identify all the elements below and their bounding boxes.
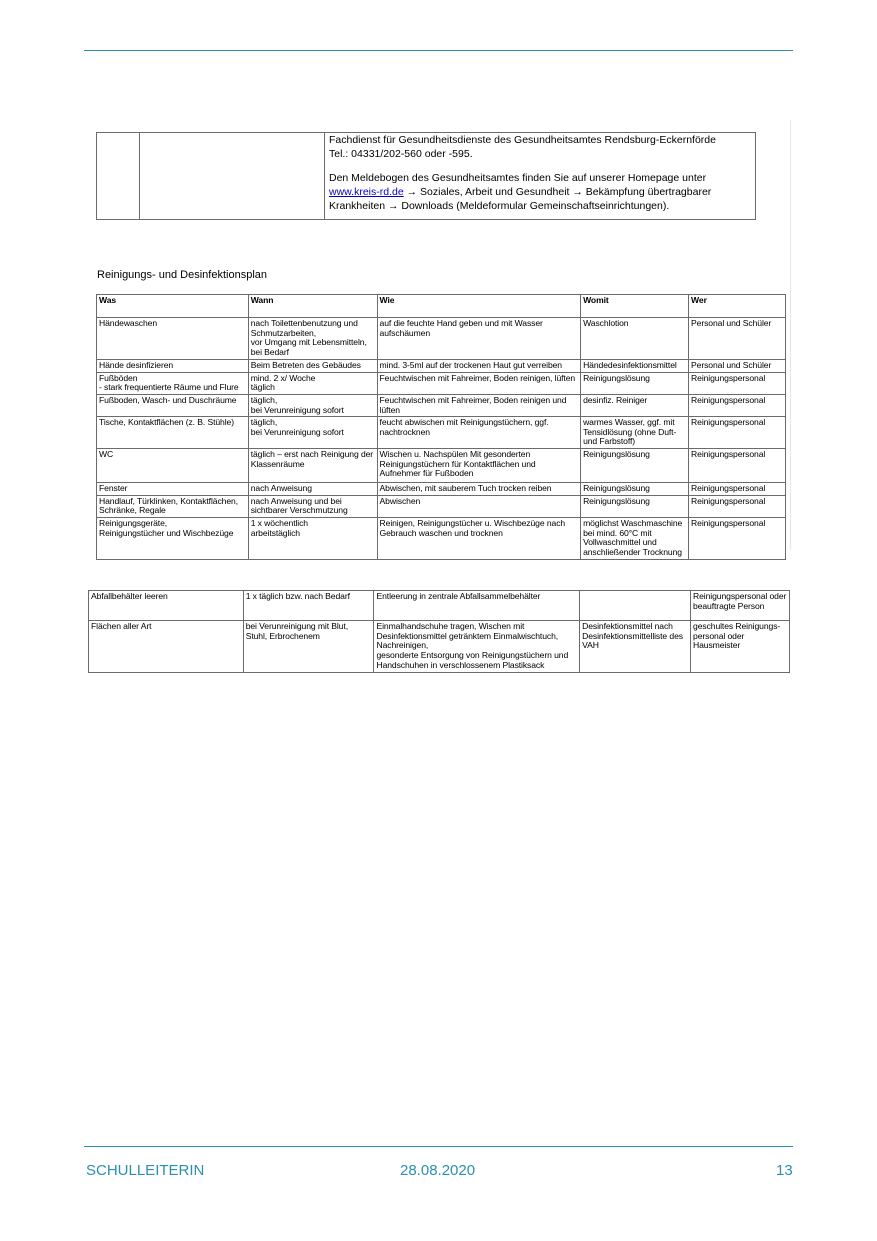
table-cell: Reinigungspersonal <box>689 449 786 483</box>
table-cell: Händewaschen <box>97 318 249 360</box>
plan-title: Reinigungs- und Desinfektionsplan <box>97 269 267 281</box>
table-cell: Waschlotion <box>581 318 689 360</box>
contact-box-paragraph <box>329 172 751 213</box>
table-cell: auf die feuchte Hand geben und mit Wasser aufschäumen <box>377 318 581 360</box>
table-row <box>97 394 786 416</box>
table-cell: möglichst Waschmaschine bei mind. 60°C mit Vollwaschmittel und anschließender Trocknung <box>581 517 689 559</box>
footer-page-number: 13 <box>776 1162 793 1179</box>
table-cell: Händedesinfektionsmittel <box>581 360 689 373</box>
table-row <box>97 483 786 496</box>
table-cell: WC <box>97 449 249 483</box>
kreis-rd-link[interactable]: www.kreis-rd.de <box>329 185 404 198</box>
table-cell: nach Anweisung und bei sichtbarer Verschmutzung <box>248 495 377 517</box>
table-cell: Wischen u. Nachspülen Mit gesonderten Reinigungstüchern für Kontaktflächen und Aufnehmer für Fußboden <box>377 449 581 483</box>
contact-box-line2: Tel.: 04331/202-560 oder -595. <box>329 147 473 160</box>
table-cell: Reinigungspersonal oder beauftragte Person <box>691 591 790 621</box>
table-cell: geschultes Reinigungs-personal oder Hausmeister <box>691 621 790 673</box>
table-cell: Reinigungslösung <box>581 449 689 483</box>
header-was: Was <box>97 295 249 318</box>
table-row <box>97 495 786 517</box>
table-row <box>97 372 786 394</box>
contact-box-table <box>96 132 756 220</box>
header-wie: Wie <box>377 295 581 318</box>
table-cell: Fenster <box>97 483 249 496</box>
table-cell: Feuchtwischen mit Fahreimer, Boden reinigen, lüften <box>377 372 581 394</box>
contact-box-para-rest: → Soziales, Arbeit und Gesundheit → Bekämpfung übertragbarer Krankheiten → Downloads (Meldeformular Gemeinschaftseinrichtungen). <box>329 185 712 212</box>
table-cell: Handlauf, Türklinken, Kontaktflächen, Schränke, Regale <box>97 495 249 517</box>
table-cell: 1 x wöchentlich arbeitstäglich <box>248 517 377 559</box>
table-cell: Reinigungslösung <box>581 495 689 517</box>
contact-box-text-cell <box>325 133 756 220</box>
header-womit: Womit <box>581 295 689 318</box>
extra-body <box>89 591 790 673</box>
table-cell: bei Verunreinigung mit Blut, Stuhl, Erbrochenem <box>243 621 374 673</box>
table-cell <box>580 591 691 621</box>
cleaning-plan-table <box>96 294 786 560</box>
table-cell: nach Anweisung <box>248 483 377 496</box>
table-cell: feucht abwischen mit Reinigungstüchern, ggf. nachtrocknen <box>377 417 581 449</box>
table-cell: 1 x täglich bzw. nach Bedarf <box>243 591 374 621</box>
table-cell: täglich, bei Verunreinigung sofort <box>248 417 377 449</box>
table-cell: Fußboden, Wasch- und Duschräume <box>97 394 249 416</box>
table-row <box>97 517 786 559</box>
table-cell: nach Toilettenbenutzung und Schmutzarbeiten, vor Umgang mit Lebensmitteln, bei Bedarf <box>248 318 377 360</box>
header-wer: Wer <box>689 295 786 318</box>
footer-left: SCHULLEITERIN <box>86 1162 205 1179</box>
table-cell: täglich – erst nach Reinigung der Klassenräume <box>248 449 377 483</box>
table-row <box>97 360 786 373</box>
page-edge-line <box>790 120 791 550</box>
table-cell: warmes Wasser, ggf. mit Tensidlösung (ohne Duft- und Farbstoff) <box>581 417 689 449</box>
table-cell: täglich, bei Verunreinigung sofort <box>248 394 377 416</box>
table-cell: Feuchtwischen mit Fahreimer, Boden reinigen und lüften <box>377 394 581 416</box>
table-cell: desinfiz. Reiniger <box>581 394 689 416</box>
table-cell: Flächen aller Art <box>89 621 244 673</box>
table-cell: Reinigungspersonal <box>689 495 786 517</box>
table-cell: Reinigungslösung <box>581 483 689 496</box>
table-cell: Abfallbehälter leeren <box>89 591 244 621</box>
table-cell: Tische, Kontaktflächen (z. B. Stühle) <box>97 417 249 449</box>
table-row <box>97 417 786 449</box>
table-row <box>89 591 790 621</box>
table-cell: Personal und Schüler <box>689 360 786 373</box>
table-cell: Desinfektionsmittel nach Desinfektionsmittelliste des VAH <box>580 621 691 673</box>
table-cell: Beim Betreten des Gebäudes <box>248 360 377 373</box>
table-cell: mind. 3-5ml auf der trockenen Haut gut verreiben <box>377 360 581 373</box>
table-cell: Reinigungspersonal <box>689 517 786 559</box>
header-rule <box>84 50 793 51</box>
plan-body <box>97 318 786 560</box>
table-cell: Abwischen <box>377 495 581 517</box>
table-cell: Reinigungsgeräte, Reinigungstücher und Wischbezüge <box>97 517 249 559</box>
table-cell: Reinigungslösung <box>581 372 689 394</box>
table-cell: Einmalhandschuhe tragen, Wischen mit Desinfektionsmittel getränktem Einmalwischtuch, Nachreinigen, gesonderte Entsorgung von Reinigungstüchern und Handschuhen in verschlossenem Plastiksack <box>374 621 580 673</box>
header-wann: Wann <box>248 295 377 318</box>
table-cell: Fußböden - stark frequentierte Räume und Flure <box>97 372 249 394</box>
table-cell: Personal und Schüler <box>689 318 786 360</box>
table-row <box>89 621 790 673</box>
table-cell: Entleerung in zentrale Abfallsammelbehälter <box>374 591 580 621</box>
table-cell: Reinigungspersonal <box>689 372 786 394</box>
table-cell: Reinigungspersonal <box>689 483 786 496</box>
cleaning-plan-extra-table <box>88 590 790 673</box>
contact-box-empty-cell-2 <box>140 133 325 220</box>
table-cell: Reinigungspersonal <box>689 394 786 416</box>
table-row <box>97 449 786 483</box>
table-cell: Reinigungspersonal <box>689 417 786 449</box>
table-cell: Abwischen, mit sauberem Tuch trocken reiben <box>377 483 581 496</box>
table-row <box>97 318 786 360</box>
plan-header-row <box>97 295 786 318</box>
table-cell: Hände desinfizieren <box>97 360 249 373</box>
table-cell: Reinigen, Reinigungstücher u. Wischbezüge nach Gebrauch waschen und trocknen <box>377 517 581 559</box>
footer-date: 28.08.2020 <box>400 1162 476 1179</box>
contact-box-empty-cell-1 <box>97 133 140 220</box>
contact-box-para-start: Den Meldebogen des Gesundheitsamtes finden Sie auf unserer Homepage unter <box>329 172 707 185</box>
footer-rule <box>84 1146 793 1147</box>
table-cell: mind. 2 x/ Woche täglich <box>248 372 377 394</box>
contact-box-line1: Fachdienst für Gesundheitsdienste des Gesundheitsamtes Rendsburg-Eckernförde <box>329 134 716 146</box>
